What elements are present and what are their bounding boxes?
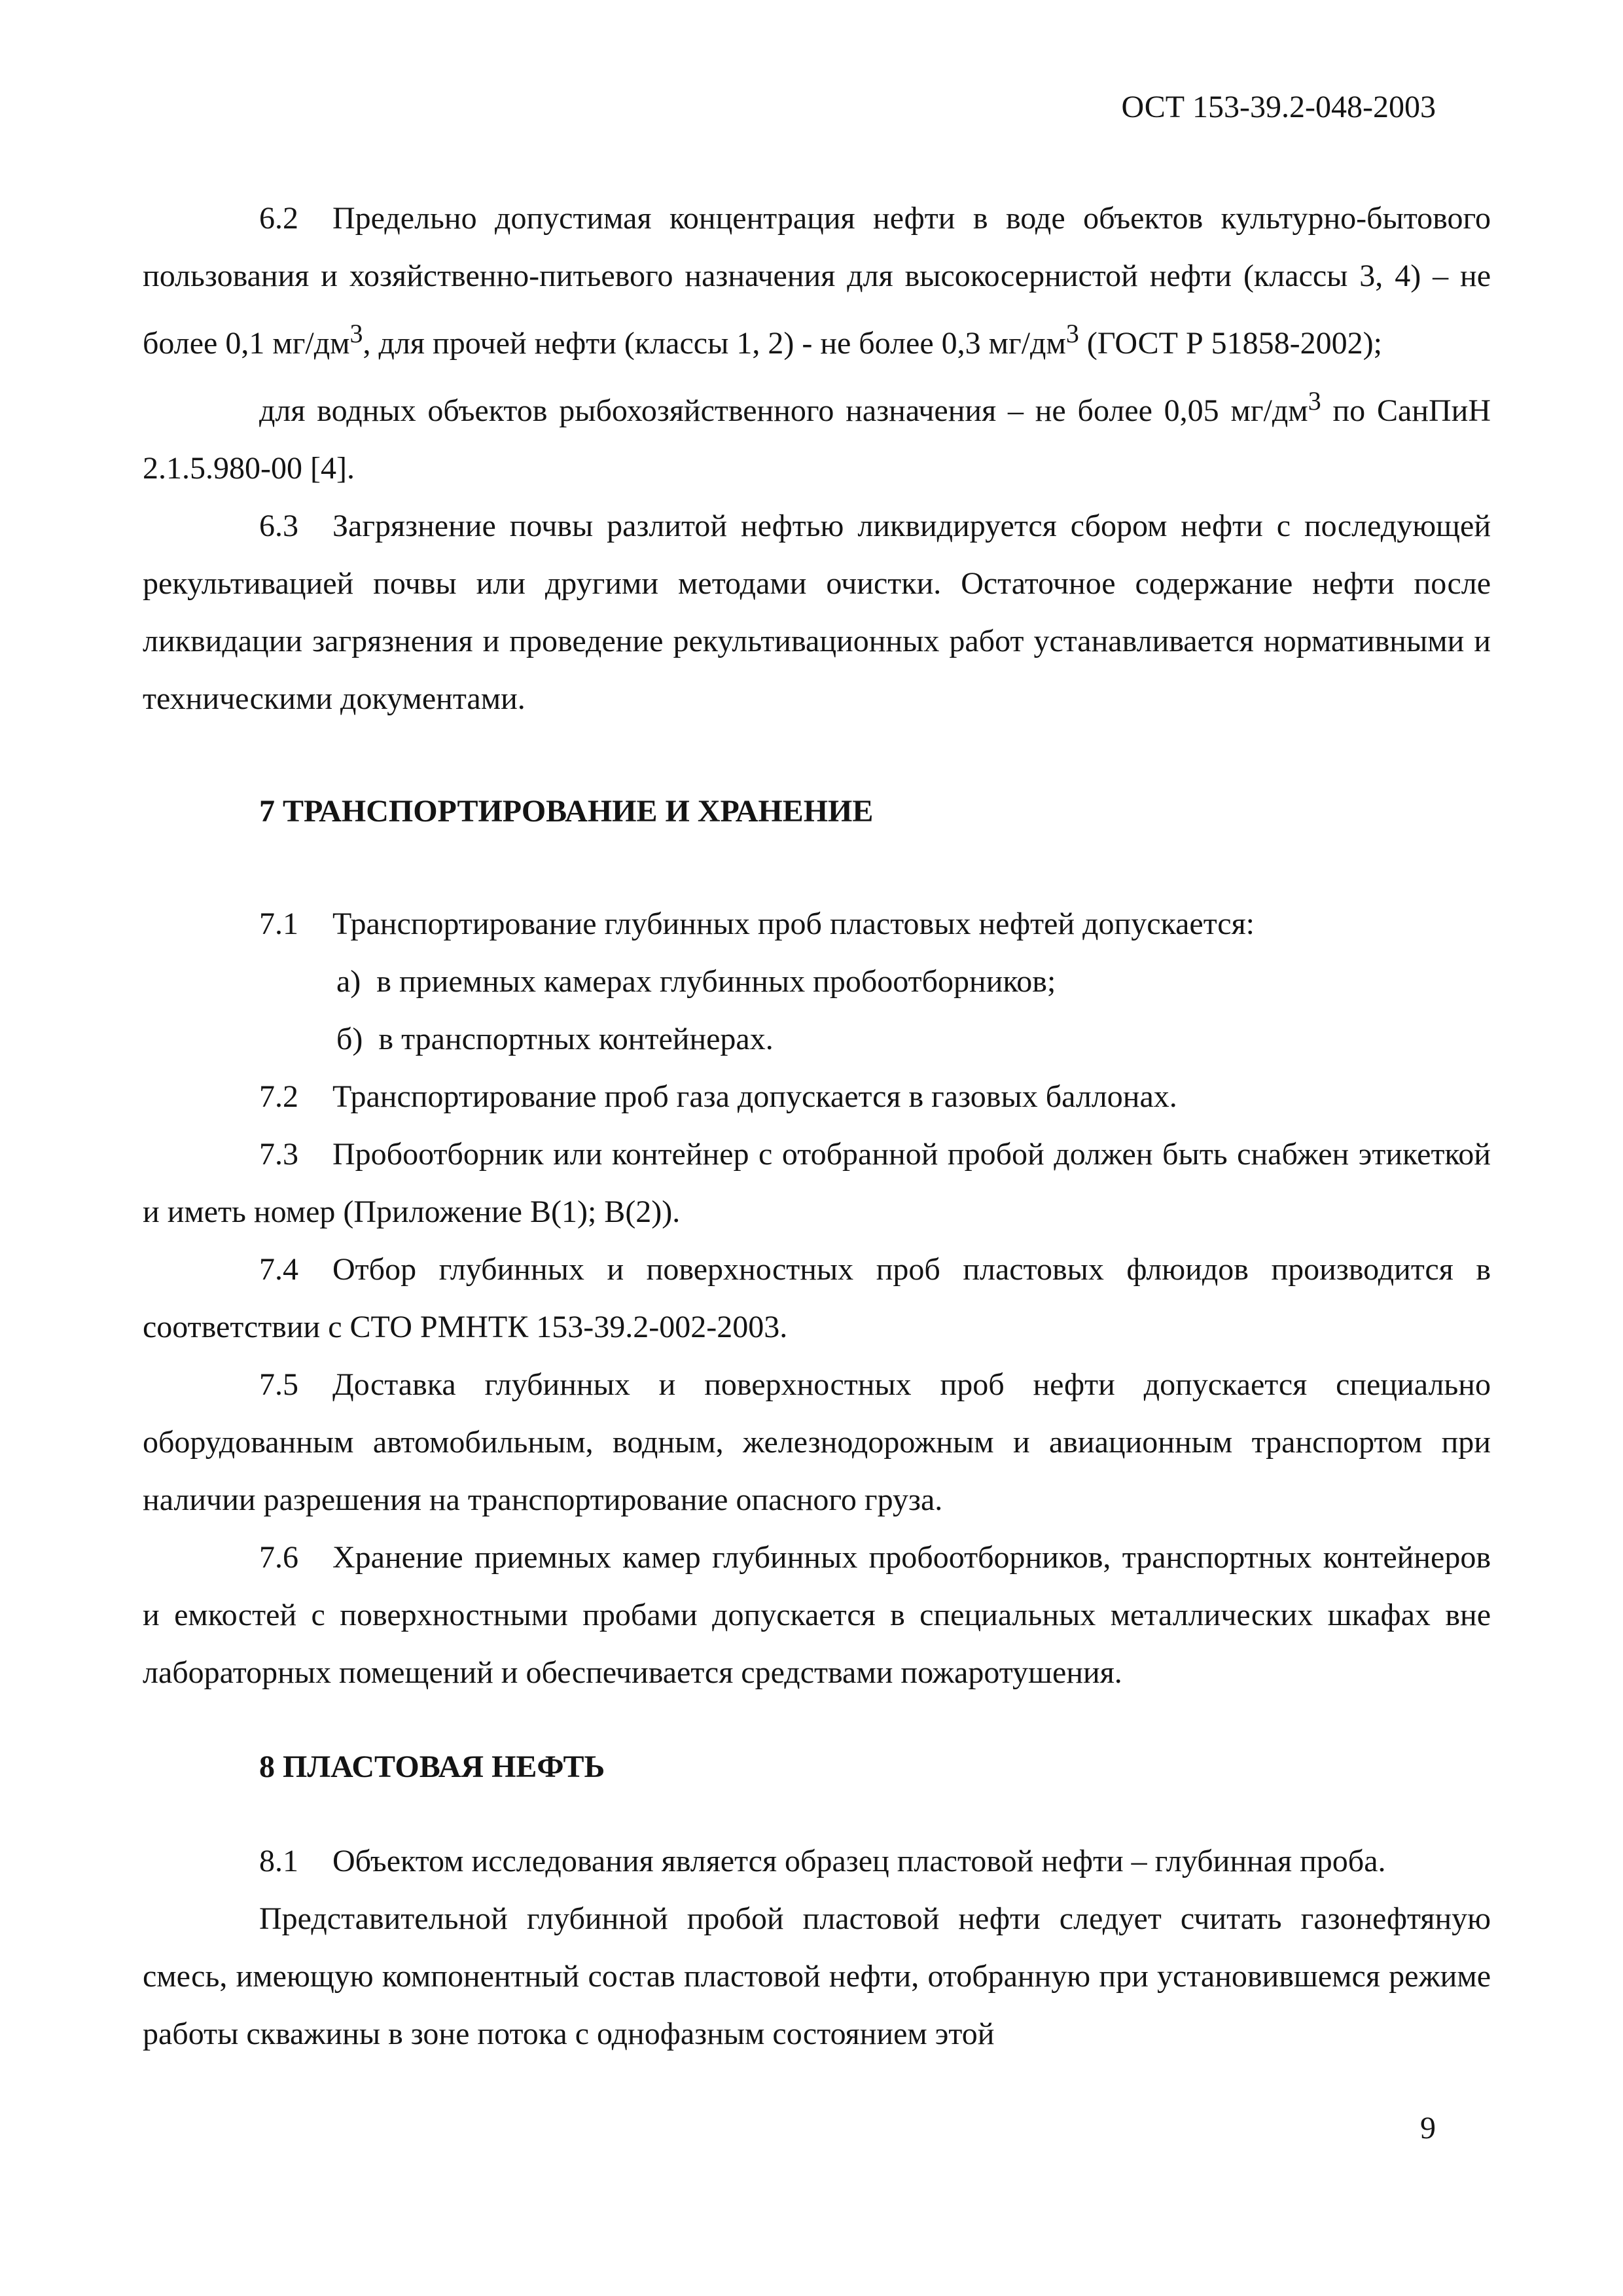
paragraph-text: Транспортирование глубинных проб пластовых нефтей допускается: — [332, 906, 1255, 941]
list-label: а) — [336, 964, 361, 999]
superscript: 3 — [1065, 319, 1079, 348]
spacer — [143, 1702, 1491, 1738]
clause-number: 6.2 — [259, 201, 298, 236]
paragraph-7-3 — [143, 1126, 1491, 1241]
paragraph-text: Транспортирование проб газа допускается в газовых баллонах. — [332, 1079, 1177, 1114]
section-7-heading: 7 ТРАНСПОРТИРОВАНИЕ И ХРАНЕНИЕ — [259, 794, 874, 829]
clause-number: 7.4 — [259, 1252, 298, 1287]
clause-number: 7.5 — [259, 1367, 298, 1402]
paragraph-7-6 — [143, 1529, 1491, 1702]
list-text: в транспортных контейнерах. — [378, 1022, 774, 1056]
paragraph-text: Предельно допустимая концентрация нефти в воде объектов культурно-бытового пользования и хозяйственно-питьевого назначения для высокосернистой нефти (классы 3, 4) – не более 0,1 мг/дм — [143, 201, 1491, 361]
paragraph-8-1 — [143, 1833, 1491, 1890]
section-8-heading: 8 ПЛАСТОВАЯ НЕФТЬ — [259, 1749, 605, 1784]
list-item-b — [143, 1011, 1491, 1068]
paragraph-6-2 — [143, 190, 1491, 372]
page-number: 9 — [1420, 2111, 1436, 2145]
spacer — [143, 840, 1491, 895]
spacer — [143, 1796, 1491, 1833]
clause-number: 8.1 — [259, 1844, 298, 1878]
paragraph-text: для водных объектов рыбохозяйственного назначения – не более 0,05 мг/дм — [259, 393, 1308, 428]
clause-number: 6.3 — [259, 509, 298, 543]
superscript: 3 — [1308, 386, 1321, 416]
list-item-a — [143, 953, 1491, 1011]
paragraph-text: , для прочей нефти (классы 1, 2) - не более 0,3 мг/дм — [363, 326, 1066, 361]
paragraph-6-3 — [143, 497, 1491, 728]
paragraph-7-1 — [143, 895, 1491, 953]
paragraph-7-2 — [143, 1068, 1491, 1126]
paragraph-6-2-fishery — [143, 372, 1491, 497]
paragraph-text: Доставка глубинных и поверхностных проб нефти допускается специально оборудованным автомобильным, водным, железнодорожным и авиационным транспортом при наличии разрешения на транспортирование опасного груза. — [143, 1367, 1491, 1517]
paragraph-text: Хранение приемных камер глубинных пробоотборников, транспортных контейнеров и емкостей с поверхностными пробами допускается в специальных металлических шкафах вне лабораторных помещений и обеспечивается средствами пожаротушения. — [143, 1540, 1491, 1690]
paragraph-representative-sample — [143, 1890, 1491, 2063]
spacer — [143, 728, 1491, 783]
clause-number: 7.3 — [259, 1137, 298, 1172]
paragraph-7-4 — [143, 1241, 1491, 1356]
clause-number: 7.6 — [259, 1540, 298, 1575]
clause-number: 7.2 — [259, 1079, 298, 1114]
document-body — [143, 190, 1491, 2063]
paragraph-7-5 — [143, 1356, 1491, 1529]
list-text: в приемных камерах глубинных пробоотборников; — [376, 964, 1056, 999]
superscript: 3 — [349, 319, 363, 348]
page-header: ОСТ 153-39.2-048-2003 — [1121, 90, 1436, 124]
paragraph-text: Объектом исследования является образец пластовой нефти – глубинная проба. — [332, 1844, 1386, 1878]
clause-number: 7.1 — [259, 906, 298, 941]
paragraph-text: (ГОСТ Р 51858-2002); — [1079, 326, 1382, 361]
paragraph-text: Представительной глубинной пробой пластовой нефти следует считать газонефтяную смесь, имеющую компонентный состав пластовой нефти, отобранную при установившемся режиме работы скважины в зоне потока с однофазным состоянием этой — [143, 1901, 1491, 2051]
paragraph-text: Загрязнение почвы разлитой нефтью ликвидируется сбором нефти с последующей рекультивацией почвы или другими методами очистки. Остаточное содержание нефти после ликвидации загрязнения и проведение рекультивационных работ устанавливается нормативными и техническими документами. — [143, 509, 1491, 716]
list-label: б) — [336, 1022, 363, 1056]
paragraph-text: Отбор глубинных и поверхностных проб пластовых флюидов производится в соответствии с СТО РМНТК 153-39.2-002-2003. — [143, 1252, 1491, 1344]
paragraph-text: Пробоотборник или контейнер с отобранной пробой должен быть снабжен этикеткой и иметь номер (Приложение В(1); В(2)). — [143, 1137, 1491, 1229]
paragraph-text: по СанПиН 2.1.5.980-00 [4]. — [143, 393, 1491, 486]
